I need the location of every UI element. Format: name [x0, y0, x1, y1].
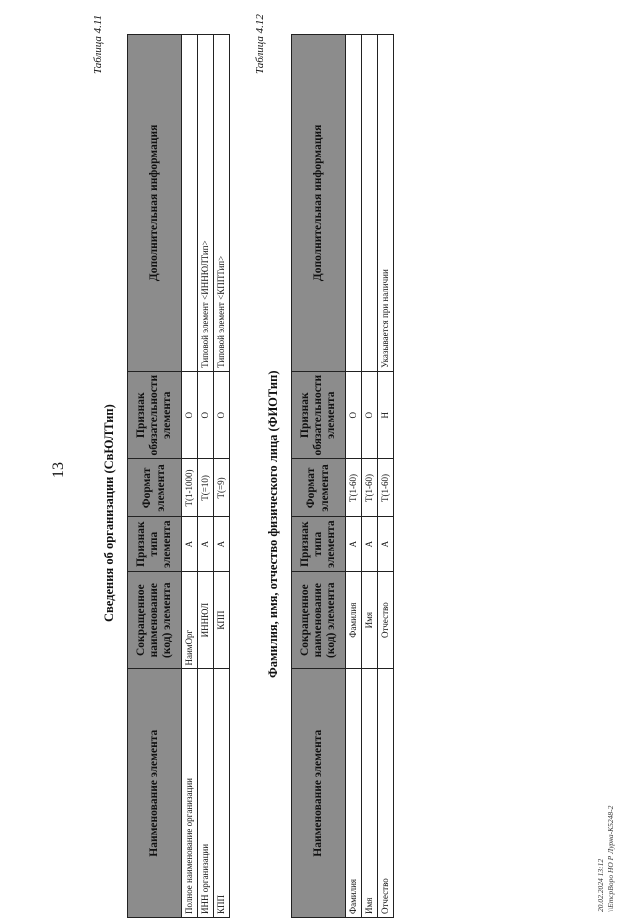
table-cell: О: [346, 371, 362, 459]
header-cell: Сокращенное наименование (код) элемента: [128, 571, 182, 669]
table-cell: Указывается при наличии: [378, 35, 394, 372]
table-cell: T(1-1000): [182, 459, 198, 517]
table-cell: [346, 35, 362, 372]
table-cell: A: [346, 517, 362, 571]
table-cell: A: [214, 517, 230, 571]
table-cell: A: [362, 517, 378, 571]
header-cell: Формат элемента: [292, 459, 346, 517]
header-cell: Признак типа элемента: [128, 517, 182, 571]
table-header-row: [292, 35, 346, 918]
table-cell: Фамилия: [346, 571, 362, 669]
table-cell: Фамилия: [346, 669, 362, 918]
header-cell: Наименование элемента: [128, 669, 182, 918]
table-header-row: [128, 35, 182, 918]
table-cell: КПП: [214, 571, 230, 669]
table-cell: T(=10): [198, 459, 214, 517]
stamp-line: 20.02.2024 13:12: [596, 858, 605, 912]
table-cell: Отчество: [378, 669, 394, 918]
table-cell: ИНН организации: [198, 669, 214, 918]
table-cell: T(1-60): [362, 459, 378, 517]
header-cell: Сокращенное наименование (код) элемента: [292, 571, 346, 669]
table-row: [198, 35, 214, 918]
table-2: [291, 34, 394, 918]
table-cell: A: [198, 517, 214, 571]
table-cell: О: [198, 371, 214, 459]
print-stamp: [596, 806, 616, 912]
header-cell: Формат элемента: [128, 459, 182, 517]
table-cell: О: [362, 371, 378, 459]
header-cell: Дополнительная информация: [128, 35, 182, 372]
table-cell: КПП: [214, 669, 230, 918]
header-cell: Наименование элемента: [292, 669, 346, 918]
table-cell: Отчество: [378, 571, 394, 669]
header-cell: Признак обязательности элемента: [128, 371, 182, 459]
table-number-2: Таблица 4.12: [254, 14, 266, 74]
table-cell: Имя: [362, 571, 378, 669]
table-cell: A: [182, 517, 198, 571]
table-row: [182, 35, 198, 918]
table-cell: [362, 35, 378, 372]
table-number-1: Таблица 4.11: [92, 14, 104, 74]
table-title-2: Фамилия, имя, отчество физического лица (ФИОТип): [266, 370, 280, 678]
page-number: 13: [50, 462, 67, 478]
header-cell: Признак типа элемента: [292, 517, 346, 571]
table-row: [214, 35, 230, 918]
table-cell: Н: [378, 371, 394, 459]
table-cell: Имя: [362, 669, 378, 918]
table-row: [346, 35, 362, 918]
header-cell: Дополнительная информация: [292, 35, 346, 372]
table-cell: ИННЮЛ: [198, 571, 214, 669]
header-cell: Признак обязательности элемента: [292, 371, 346, 459]
table-cell: НаимОрг: [182, 571, 198, 669]
table-cell: Типовой элемент <КППТип>: [214, 35, 230, 372]
table-title-1: Сведения об организации (СвЮЛТип): [102, 404, 116, 622]
table-1: [127, 34, 230, 918]
table-row: [362, 35, 378, 918]
table-cell: О: [182, 371, 198, 459]
table-cell: T(1-60): [378, 459, 394, 517]
table-cell: T(1-60): [346, 459, 362, 517]
stamp-line: \\ЕтсрВоро НО Р Лурна-К5248-2: [605, 805, 615, 912]
table-cell: О: [214, 371, 230, 459]
table-row: [378, 35, 394, 918]
table-cell: T(=9): [214, 459, 230, 517]
table-cell: Типовой элемент <ИННЮЛТип>: [198, 35, 214, 372]
table-cell: [182, 35, 198, 372]
table-cell: Полное наименование организации: [182, 669, 198, 918]
table-cell: A: [378, 517, 394, 571]
